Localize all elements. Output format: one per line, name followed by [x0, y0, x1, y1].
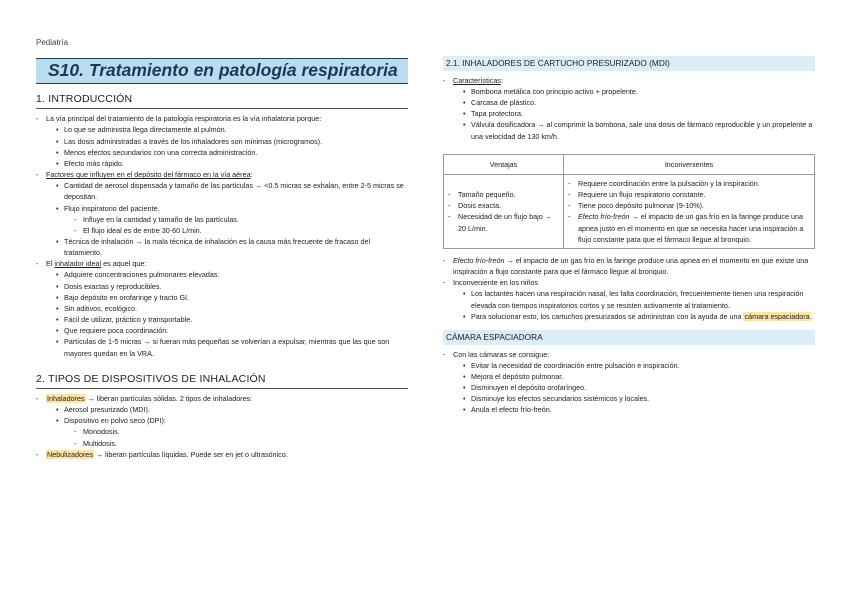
left-column [36, 58, 408, 460]
list-item [56, 203, 408, 236]
list-item [36, 393, 408, 449]
list-item: - Necesidad de un flujo bajo → 20 L/min. [448, 211, 559, 233]
list-item: • Disminuyen el depósito orofaríngeo. [463, 382, 815, 393]
list-item: • Mejora el depósito pulmonar. [463, 371, 815, 382]
list-item [443, 277, 815, 322]
inconvenientes-list [568, 178, 810, 245]
list-item: • Bajo depósito en orofaringe y tracto GI. [56, 292, 408, 303]
list-item: • Menos efectos secundarios con una correcta administración. [56, 147, 408, 158]
table-header-row [444, 154, 815, 174]
list-item [36, 258, 408, 358]
list-item: • Válvula dosificadora → al comprimir la bombona, sale una dosis de fármaco reproducible y un propelente a una velocidad de 130 km/h. [463, 119, 815, 141]
camara-list [443, 349, 815, 416]
list-item [443, 255, 815, 277]
pros-cons-table [443, 154, 815, 249]
table-header-ventajas: Ventajas [444, 154, 564, 174]
list-item: • Que requiere poca coordinación. [56, 325, 408, 336]
list-item [56, 415, 408, 448]
ideal-prefix: El [46, 259, 55, 269]
list-item: • Fácil de utilizar, práctico y transportable. [56, 314, 408, 325]
list-item [443, 349, 815, 416]
dpi-text: Dispositivo en polvo seco (DPI): [64, 416, 166, 426]
inconv-4-label: Efecto frío-freón [578, 212, 630, 222]
list-item [463, 311, 815, 322]
inconv-4-text: → el impacto de un gas frío en la faringe produce una apnea justo en el momento en que se necesita hacer una inspiración a flujo constante para que el fármaco llegue al bronquio. [578, 212, 804, 244]
list-item: • Efecto más rápido. [56, 158, 408, 169]
efecto-text: → el impacto de un gas frío en la faringe produce una apnea en el momento en que existe una inspiración a flujo constante para que el fármaco llegue al bronquio. [453, 255, 809, 277]
ideal-suffix: es aquel que: [101, 259, 147, 269]
factors-list [46, 180, 408, 258]
list-item: • Carcasa de plástico. [463, 97, 815, 108]
list-item: - Dosis exacta. [448, 200, 559, 211]
ventajas-list [448, 189, 559, 234]
list-item: - Tiene poco depósito pulmonar (9-10%). [568, 200, 810, 211]
camara-heading: CÁMARA ESPACIADORA [443, 330, 815, 345]
efecto-label: Efecto frío-freón [453, 255, 505, 265]
ideal-label: inhalador ideal [54, 259, 102, 269]
ideal-list [46, 269, 408, 358]
list-item: • Partículas de 1-5 micras → si fueran más pequeñas se volverían a expulsar, mientras que las que son mayores quedan en la VRA. [56, 336, 408, 358]
intro-main-text: La vía principal del tratamiento de la patología respiratoria es la vía inhalatoria porque: [46, 114, 322, 124]
mdi-heading: 2.1. INHALADORES DE CARTUCHO PRESURIZADO (MDI) [443, 56, 815, 71]
list-item [36, 169, 408, 258]
list-item: • Aerosol presurizado (MDI). [56, 404, 408, 415]
camara-items [453, 360, 815, 416]
characteristics-label: Características [453, 75, 501, 85]
ninos-list [453, 288, 815, 321]
list-item: - Requiere coordinación entre la pulsación y la inspiración. [568, 178, 810, 189]
list-item: • Dosis exactas y reproducibles. [56, 281, 408, 292]
list-item [568, 211, 810, 244]
list-item: • Los lactantes hacen una respiración nasal, les falta coordinación, frecuentemente tienen una respiración elevada con tiempos inspiratorios cortos y se resisten activamente al tratamiento. [463, 288, 815, 310]
types-list [36, 393, 408, 460]
inhaladores-list [46, 404, 408, 449]
ninos-2-end: . [810, 311, 813, 321]
list-item: - Tamaño pequeño. [448, 189, 559, 200]
list-item [36, 113, 408, 169]
list-item: - Influye en la cantidad y tamaño de las partículas. [74, 214, 408, 225]
list-item: - Multidosis. [74, 438, 408, 449]
list-item: - Requiere un flujo respiratorio constante. [568, 189, 810, 200]
intro-heading: 1. INTRODUCCIÓN [36, 91, 408, 109]
camara-intro: Con las cámaras se consigue: [453, 349, 550, 359]
camara-highlight: cámara espaciadora [744, 311, 810, 321]
nebulizadores-label: Nebulizadores [47, 449, 93, 459]
list-item: • Anula el efecto frío-freón. [463, 404, 815, 415]
title-box [36, 58, 408, 84]
table-row [444, 174, 815, 248]
inhaladores-label: Inhaladores [47, 393, 85, 403]
list-item: • Disminuye los efectos secundarios sistémicos y locales. [463, 393, 815, 404]
list-item: - El flujo ideal es de entre 30-60 L/min. [74, 225, 408, 236]
intro-list [36, 113, 408, 358]
list-item: - Monodosis. [74, 426, 408, 437]
mdi-list [443, 75, 815, 142]
list-item: • Bombona metálica con principio activo + propelente. [463, 86, 815, 97]
factors-colon: : [250, 170, 253, 180]
characteristics-list [453, 86, 815, 142]
list-item: • Sin aditivos, ecológico. [56, 303, 408, 314]
ventajas-cell [444, 174, 564, 248]
reasons-list [46, 124, 408, 169]
nebulizadores-text: → liberan partículas líquidas. Puede ser en jet o ultrasónico. [93, 449, 288, 459]
header-label: Pediatría [36, 38, 69, 47]
mdi-notes-list [443, 255, 815, 322]
list-item: • Las dosis administradas a través de los inhaladores son mínimas (microgramos). [56, 136, 408, 147]
list-item [443, 75, 815, 142]
dpi-sublist [56, 426, 408, 448]
list-item: • Adquiere concentraciones pulmonares elevadas. [56, 269, 408, 280]
list-item [36, 449, 408, 460]
inhaladores-text: → liberan partículas sólidas. 2 tipos de inhaladores: [85, 393, 253, 403]
list-item: • Lo que se administra llega directamente al pulmón. [56, 124, 408, 135]
table-header-inconvenientes: Inconvenientes [564, 154, 815, 174]
right-column [443, 56, 815, 416]
list-item: • Tapa protectora. [463, 108, 815, 119]
list-item: • Técnica de inhalación → la mala técnica de inhalación es la causa más frecuente de fracaso del tratamiento. [56, 236, 408, 258]
types-heading: 2. TIPOS DE DISPOSITIVOS DE INHALACIÓN [36, 371, 408, 389]
factor-2-sublist [56, 214, 408, 236]
characteristics-colon: : [500, 75, 503, 85]
ninos-2-text: Para solucionar esto, los cartuchos presurizados se administran con la ayuda de una [471, 311, 744, 321]
factors-label: Factores que influyen en el depósito del fármaco en la vía aérea [46, 170, 251, 180]
list-item: • Evitar la necesidad de coordinación entre pulsación e inspiración. [463, 360, 815, 371]
ninos-title: Inconveniente en los niños [453, 278, 539, 288]
page-title: S10. Tratamiento en patología respiratoria [48, 60, 398, 80]
factor-2-text: Flujo inspiratorio del paciente. [64, 203, 160, 213]
list-item: • Cantidad de aerosol dispensada y tamaño de las partículas → <0.5 micras se exhalan, entre 2-5 micras se depositan. [56, 180, 408, 202]
inconvenientes-cell [564, 174, 815, 248]
